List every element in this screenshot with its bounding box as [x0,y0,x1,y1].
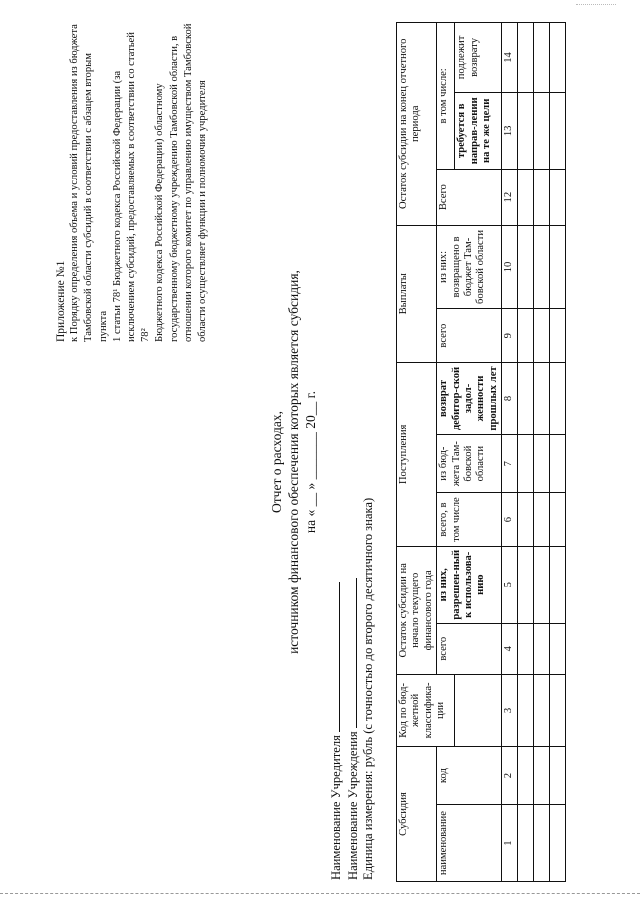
appendix-line: Тамбовской области субсидий в соответствии с абзацем вторым пункта [83,53,109,342]
appendix-line: Бюджетного кодекса Российской Федерации) областному [154,83,166,342]
appendix-block [54,22,210,342]
column-number: 9 [502,309,517,363]
scan-bottom-edge [0,893,640,894]
header-name: наименование [437,805,502,882]
column-number: 12 [502,169,517,225]
column-number: 14 [502,23,517,93]
appendix-line: к Порядку определения объема и условий предоставления из бюджета [69,24,81,342]
header-balance-end: Остаток субсидии на конец отчетного периода [397,23,437,226]
column-number: 1 [502,805,517,882]
founder-field[interactable] [328,582,340,732]
report-title: Отчет о расходах, [269,411,284,513]
header-budget-code: Код по бюд-жетной классифика-ции [397,674,455,746]
column-number: 6 [502,493,517,547]
header-end-return: подлежит возврату [455,23,502,93]
header-start-total: всего [437,623,502,674]
column-number: 13 [502,92,517,169]
header-rec-return: возврат дебитор-ской задол-женности прошлых лет [437,362,502,434]
header-end-required: требуется в направ-лении на те же цели [455,92,502,169]
table-row [517,23,533,882]
header-payments: Выплаты [397,225,437,362]
header-rec-budget: из бюд-жета Там-бовской области [437,435,502,493]
institution-label: Наименование Учреждения [345,731,360,880]
appendix-line: 1 статьи 78¹ Бюджетного кодекса Российской Федерации (за [111,70,123,342]
institution-field[interactable] [345,578,357,728]
header-end-incl: в том числе: [437,23,455,170]
unit-label: Единица измерения: рубль (с точностью до второго десятичного знака) [361,497,375,880]
header-budget-code-cont [455,674,502,746]
header-pay-total: всего [437,309,502,363]
report-subtitle: источником финансового обеспечения которых является субсидия, [286,270,301,654]
header-receipts: Поступления [397,362,437,546]
header-code: код [437,747,502,805]
rotated-page [10,22,630,882]
founder-label: Наименование Учредителя [329,735,343,880]
appendix-title: Приложение №1 [55,260,67,342]
appendix-line: отношении которого комитет по управлению имуществом Тамбовской [182,23,194,342]
column-number: 8 [502,362,517,434]
header-start-allowed: из них, разрешен-ный к использова-нию [437,546,502,623]
report-table [396,22,566,882]
column-number: 5 [502,546,517,623]
org-block [328,320,377,880]
table-row [549,23,565,882]
scan-top-mark [576,4,616,5]
column-number: 7 [502,435,517,493]
appendix-line: исключением субсидий, предоставляемых в соответствии со статьей 78² [126,32,152,342]
header-end-total: Всего [437,169,502,225]
column-number: 3 [502,674,517,746]
column-number: 2 [502,747,517,805]
column-number: 10 [502,225,517,309]
report-heading [268,152,319,772]
header-subsidy: Субсидия [397,747,437,882]
table-row [533,23,549,882]
header-balance-start: Остаток субсидии на начало текущего финансового года [397,546,437,674]
header-pay-returned: из них: возвращено в бюджет Там-бовской области [437,225,502,309]
report-date: на « __ » _______ 20__ г. [303,390,318,534]
appendix-line: государственному бюджетному учреждению Тамбовской области, в [168,35,180,342]
header-rec-total: всего, в том числе [437,493,502,547]
appendix-line: области осуществляет функции и полномочия учредителя [197,80,209,342]
column-number: 4 [502,623,517,674]
